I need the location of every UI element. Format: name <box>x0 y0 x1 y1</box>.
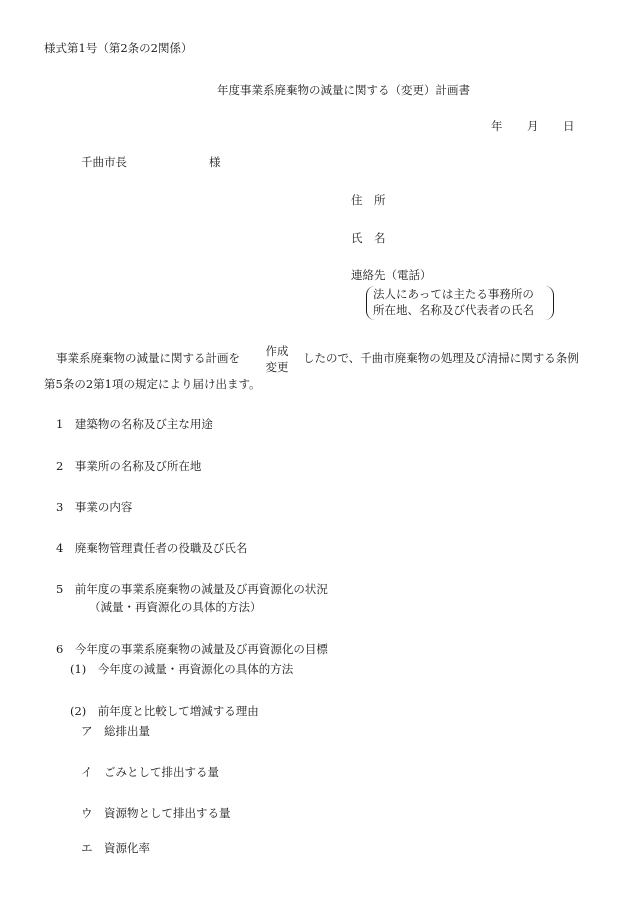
date-day-label: 日 <box>563 119 575 133</box>
addressee-name: 千曲市長 <box>81 155 127 169</box>
date-year-label: 年 <box>491 119 503 133</box>
item-5-last-year-status: 5 前年度の事業系廃棄物の減量及び再資源化の状況 <box>56 582 328 596</box>
corporate-note-line-2: 所在地、名称及び代表者の氏名 <box>373 303 534 317</box>
date-month-label: 月 <box>527 119 539 133</box>
item-3-business: 3 事業の内容 <box>56 500 133 514</box>
choice-create: 作成 <box>265 344 289 358</box>
address-label: 住 所 <box>351 193 386 207</box>
item-6-sub-1: (1) 今年度の減量・再資源化の具体的方法 <box>70 662 294 676</box>
intro-text-line-2: 第5条の2第1項の規定により届け出ます。 <box>44 377 261 391</box>
item-1-building: 1 建築物の名称及び主な用途 <box>56 417 213 431</box>
item-6-this-year-target: 6 今年度の事業系廃棄物の減量及び再資源化の目標 <box>56 642 328 656</box>
contact-label: 連絡先（電話） <box>351 268 432 282</box>
form-number: 様式第1号（第2条の2関係） <box>44 41 193 55</box>
intro-text-after: したので、千曲市廃棄物の処理及び清掃に関する条例 <box>303 351 579 365</box>
addressee-honorific: 様 <box>209 155 221 169</box>
item-6-i-waste: イ ごみとして排出する量 <box>81 765 219 779</box>
choice-change: 変更 <box>265 359 289 374</box>
item-6-a-total: ア 総排出量 <box>81 724 150 738</box>
create-change-choice <box>262 344 292 375</box>
item-6-sub-2: (2) 前年度と比較して増減する理由 <box>70 704 259 718</box>
name-label: 氏 名 <box>351 231 386 245</box>
item-2-office: 2 事業所の名称及び所在地 <box>56 459 202 473</box>
item-6-e-recycling-rate: エ 資源化率 <box>81 841 150 855</box>
item-6-u-resource: ウ 資源物として排出する量 <box>81 806 231 820</box>
intro-text-before: 事業系廃棄物の減量に関する計画を <box>56 351 240 365</box>
corporate-note-line-1: 法人にあっては主たる事務所の <box>373 287 534 301</box>
item-4-manager: 4 廃棄物管理責任者の役職及び氏名 <box>56 541 248 555</box>
document-title: 年度事業系廃棄物の減量に関する（変更）計画書 <box>217 83 470 97</box>
item-5-subnote: （減量・再資源化の具体的方法） <box>89 600 262 614</box>
